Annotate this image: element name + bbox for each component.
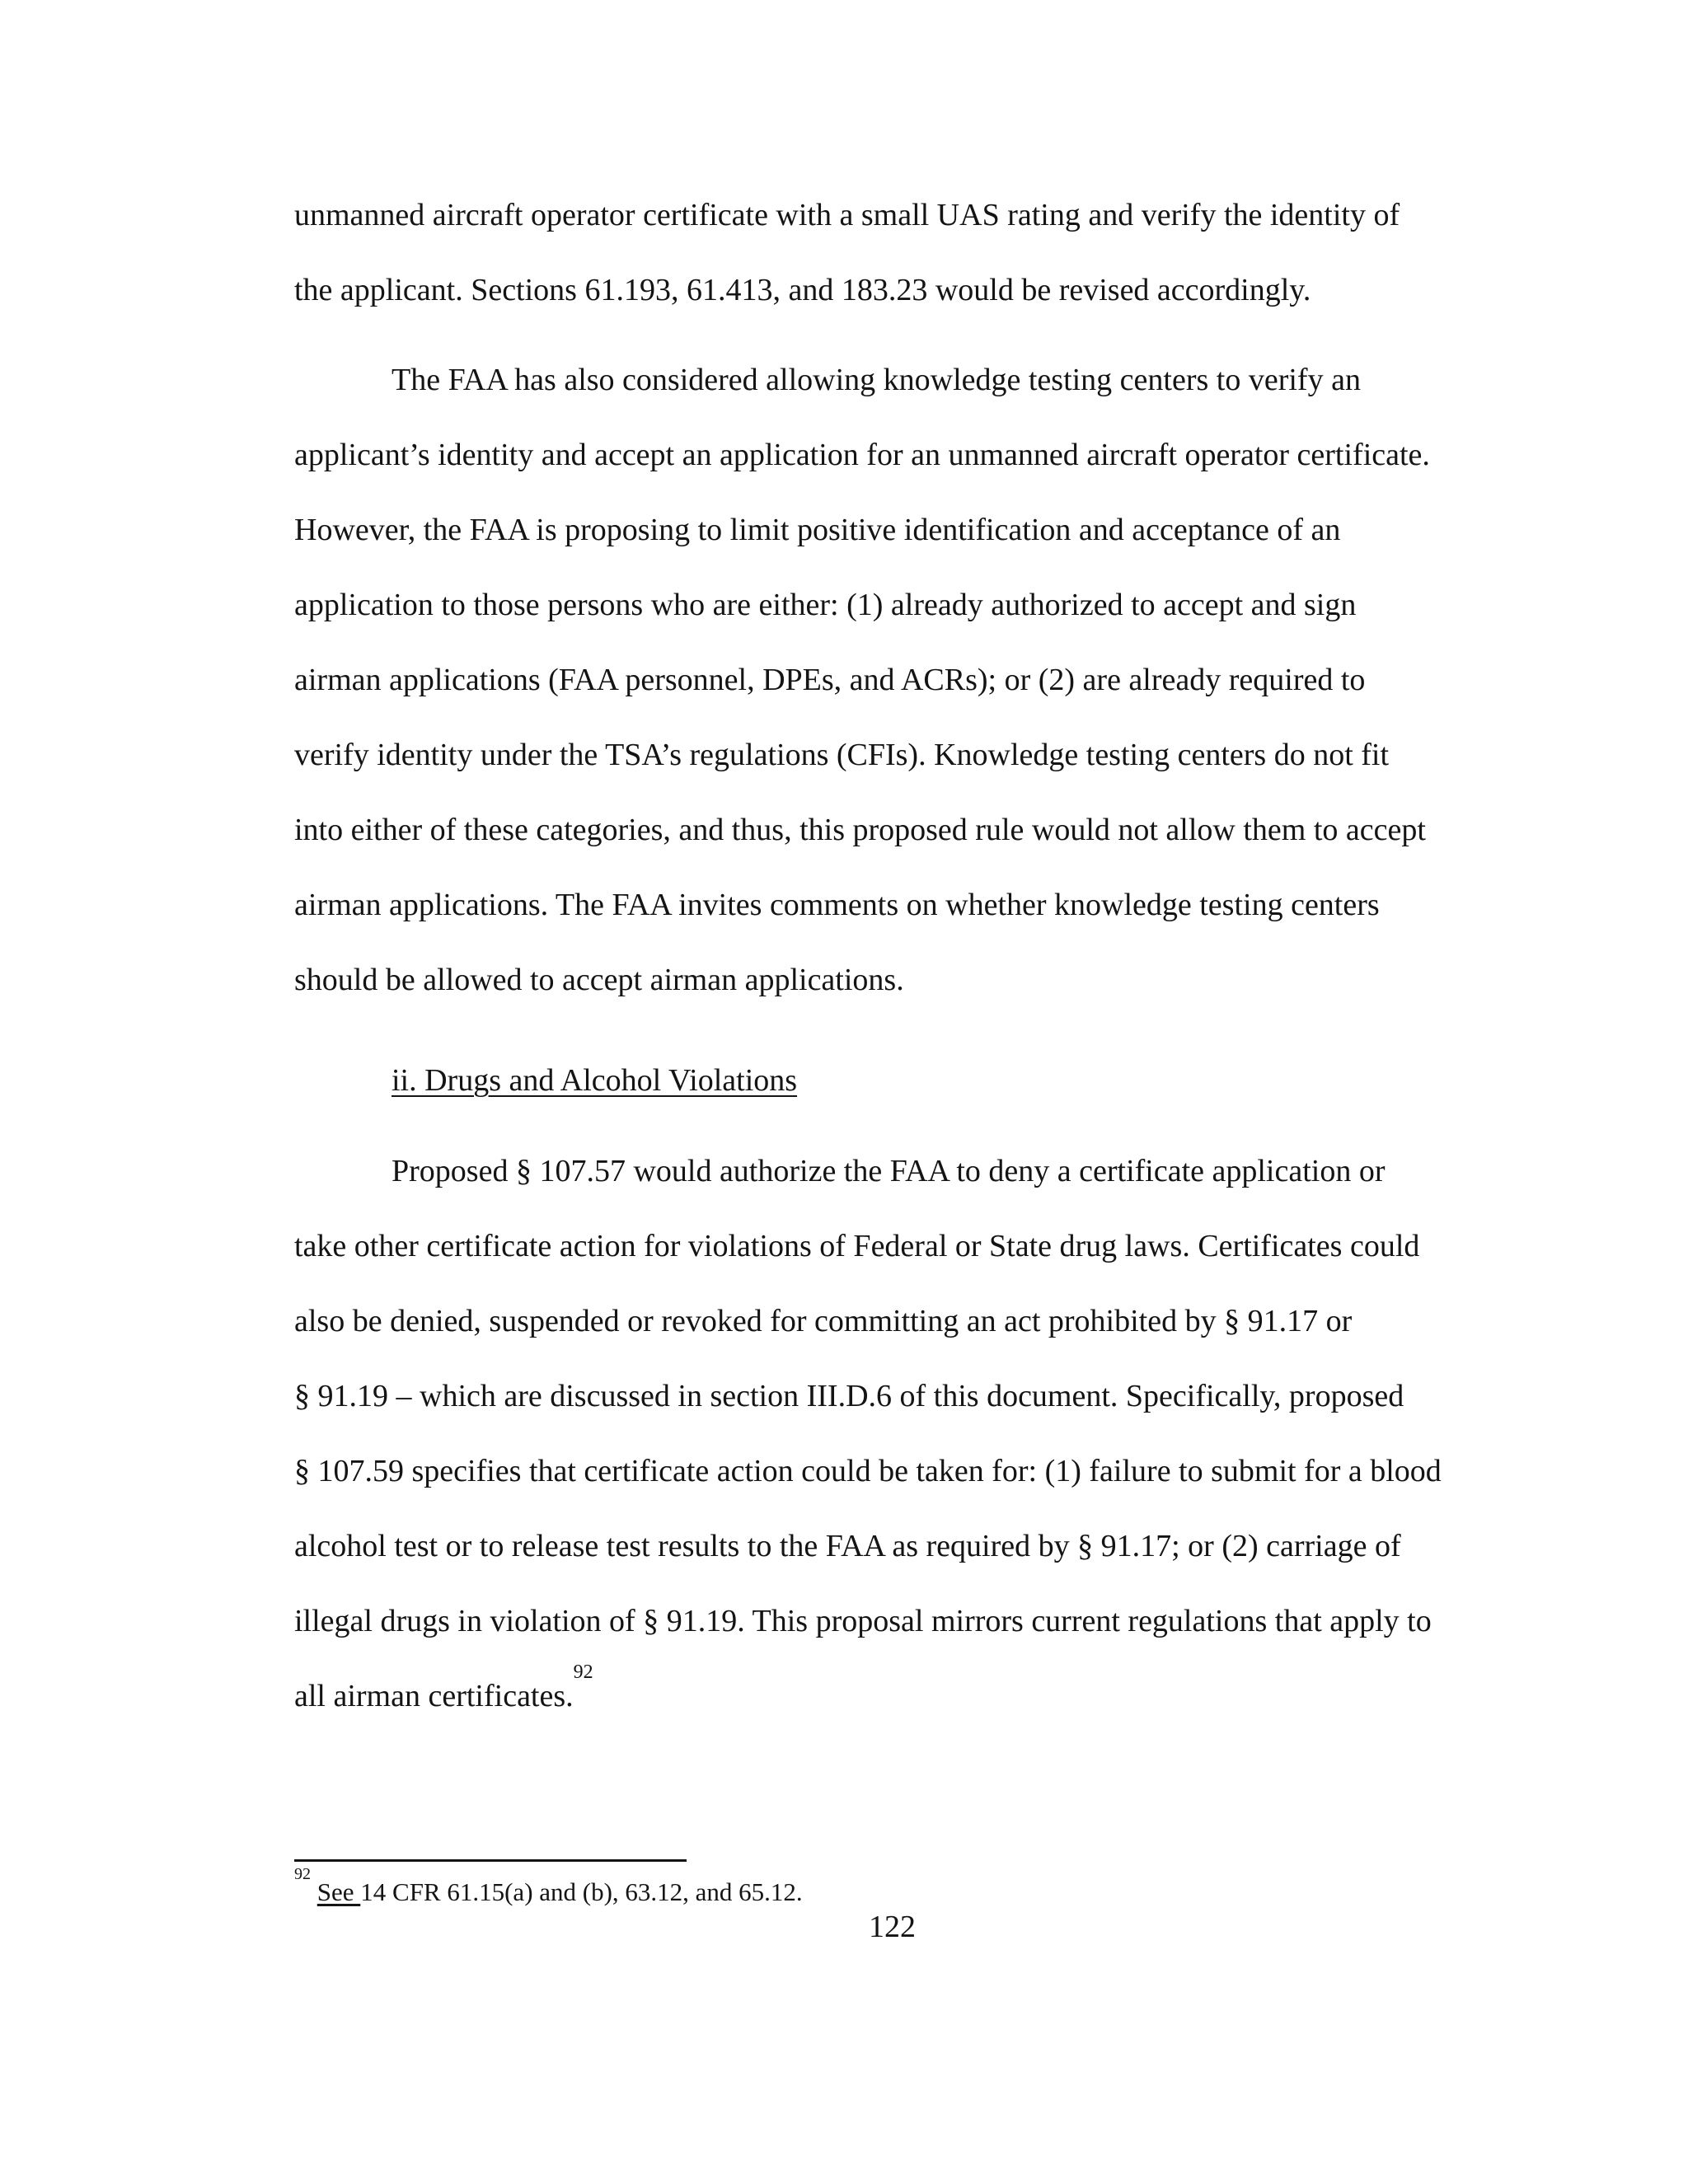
page-number: 122: [869, 1910, 916, 1944]
paragraph-2-line-9: should be allowed to accept airman applications.: [294, 963, 904, 997]
footnote-number: 92: [294, 1865, 311, 1883]
paragraph-3-line-3: also be denied, suspended or revoked for committing an act prohibited by § 91.17 or: [294, 1304, 1353, 1338]
footnote-separator: [294, 1859, 687, 1862]
paragraph-3-line-5: § 107.59 specifies that certificate action could be taken for: (1) failure to submit for a blood: [294, 1454, 1442, 1488]
paragraph-2-line-2: applicant’s identity and accept an application for an unmanned aircraft operator certificate.: [294, 438, 1430, 472]
paragraph-3-line-2: take other certificate action for violations of Federal or State drug laws. Certificates could: [294, 1229, 1420, 1263]
paragraph-2-line-3: However, the FAA is proposing to limit positive identification and acceptance of an: [294, 513, 1341, 547]
paragraph-3-line-1: Proposed § 107.57 would authorize the FAA to deny a certificate application or: [392, 1154, 1386, 1188]
section-heading: ii. Drugs and Alcohol Violations: [392, 1063, 798, 1098]
footnote: [294, 1865, 803, 1909]
paragraph-2-line-6: verify identity under the TSA’s regulations (CFIs). Knowledge testing centers do not fit: [294, 738, 1390, 772]
paragraph-1-line-2: the applicant. Sections 61.193, 61.413, and 183.23 would be revised accordingly.: [294, 273, 1311, 307]
paragraph-2-line-4: application to those persons who are either: (1) already authorized to accept and sign: [294, 588, 1357, 622]
paragraph-2-line-5: airman applications (FAA personnel, DPEs, and ACRs); or (2) are already required to: [294, 663, 1366, 697]
footnote-reference[interactable]: 92: [573, 1661, 593, 1683]
paragraph-3-line-8-text: all airman certificates.: [294, 1679, 574, 1713]
paragraph-1-line-1: unmanned aircraft operator certificate with a small UAS rating and verify the identity of: [294, 198, 1400, 232]
paragraph-3-line-4: § 91.19 – which are discussed in section III.D.6 of this document. Specifically, proposed: [294, 1379, 1404, 1413]
paragraph-2-line-1: The FAA has also considered allowing knowledge testing centers to verify an: [392, 363, 1361, 397]
paragraph-3-line-7: illegal drugs in violation of § 91.19. This proposal mirrors current regulations that apply to: [294, 1604, 1432, 1638]
footnote-text: 14 CFR 61.15(a) and (b), 63.12, and 65.12.: [360, 1877, 803, 1906]
footnote-see: See: [316, 1877, 361, 1906]
paragraph-2-line-7: into either of these categories, and thus, this proposed rule would not allow them to accept: [294, 813, 1426, 847]
paragraph-3-line-6: alcohol test or to release test results to the FAA as required by § 91.17; or (2) carriage of: [294, 1529, 1401, 1563]
paragraph-3-line-8: [294, 1661, 593, 1715]
paragraph-2-line-8: airman applications. The FAA invites comments on whether knowledge testing centers: [294, 888, 1380, 922]
